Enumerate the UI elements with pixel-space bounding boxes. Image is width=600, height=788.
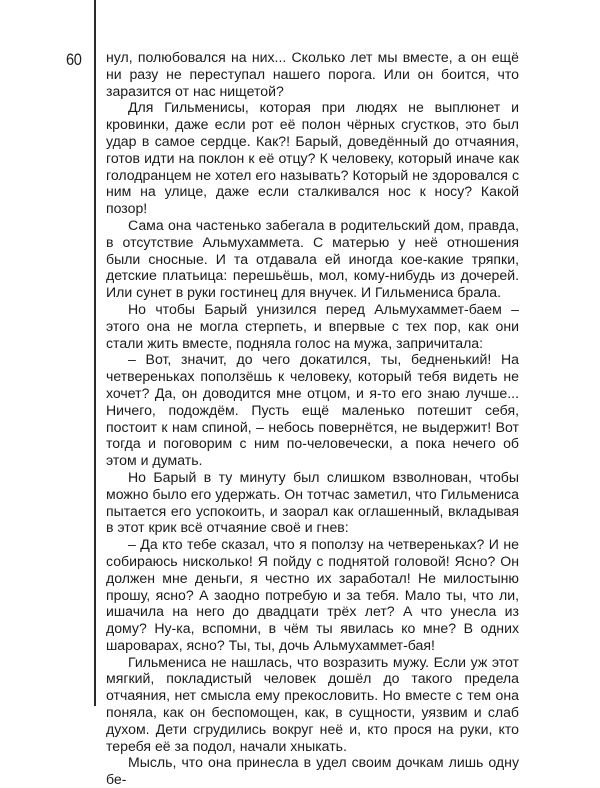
margin-rule: [94, 0, 96, 706]
paragraph: Мысль, что она принесла в удел своим дочкам лишь одну бе-: [106, 754, 519, 788]
paragraph: Но чтобы Барый унизился перед Альмухаммет-баем – этого она не могла стерпеть, и впервые с тех пор, как они стали жить вместе, подняла голос на мужа, запричитала:: [106, 300, 519, 351]
paragraph: нул, полюбовался на них... Сколько лет мы вместе, а он ещё ни разу не переступал нашего порога. Или он боится, что заразится от нас нищетой?: [106, 49, 519, 99]
paragraph: Сама она частенько забегала в родительский дом, правда, в отсутствие Альмухаммета. С матерью у неё отношения были сносные. И та отдавала ей иногда кое-какие тряпки, детские платьица: перешьёшь, мол, кому-нибудь из дочерей. Или сунет в руки гостинец для внучек. И Гильмениса брала.: [106, 216, 519, 301]
paragraph: Гильмениса не нашлась, что возразить мужу. Если уж этот мягкий, покладистый человек дошёл до такого предела отчаяния, нет смысла ему прекословить. Но вместе с тем она поняла, как он беспомощен, как, в сущности, уязвим и слаб духом. Дети сгрудились вокруг неё и, кто прося на руки, кто теребя её за подол, начали хныкать.: [106, 653, 519, 754]
paragraph: – Да кто тебе сказал, что я поползу на четвереньках? И не собираюсь нисколько! Я пойду с поднятой головой! Ясно? Он должен мне деньги, я честно их заработал! Не милостыню прошу, ясно? А заодно потребую и за тебя. Мало ты, что ли, ишачила на него до двадцати трёх лет? А что унесла из дому? Ну-ка, вспомни, в чём ты явилась ко мне? В одних шароварах, ясно? Ты, ты, дочь Альмухаммет-бая!: [106, 536, 519, 653]
text-body: [106, 49, 519, 788]
paragraph: – Вот, значит, до чего докатился, ты, бедненький! На четвереньках поползёшь к человеку, который тебя видеть не хочет? Да, он доводится мне отцом, и я-то его знаю лучше... Ничего, подождём. Пусть ещё маленько потешит себя, постоит к нам спиной, – небось повернётся, не выдержит! Вот тогда и поговорим с ним по-человечески, а пока нечего об этом и думать.: [106, 351, 519, 469]
page-number: 60: [66, 50, 82, 69]
paragraph: Для Гильменисы, которая при людях не выплюнет и кровинки, даже если рот её полон чёрных сгустков, это был удар в самое сердце. Как?! Барый, доведённый до отчаяния, готов идти на поклон к её отцу? К человеку, который иначе как голодранцем не хотел его называть? Который не здоровался с ним на улице, даже если сталкивался нос к носу? Какой позор!: [106, 99, 519, 217]
paragraph: Но Барый в ту минуту был слишком взволнован, чтобы можно было его удержать. Он тотчас заметил, что Гильмениса пытается его успокоить, и заорал как оглашенный, вкладывая в этот крик всё отчаяние своё и гнев:: [106, 468, 519, 536]
